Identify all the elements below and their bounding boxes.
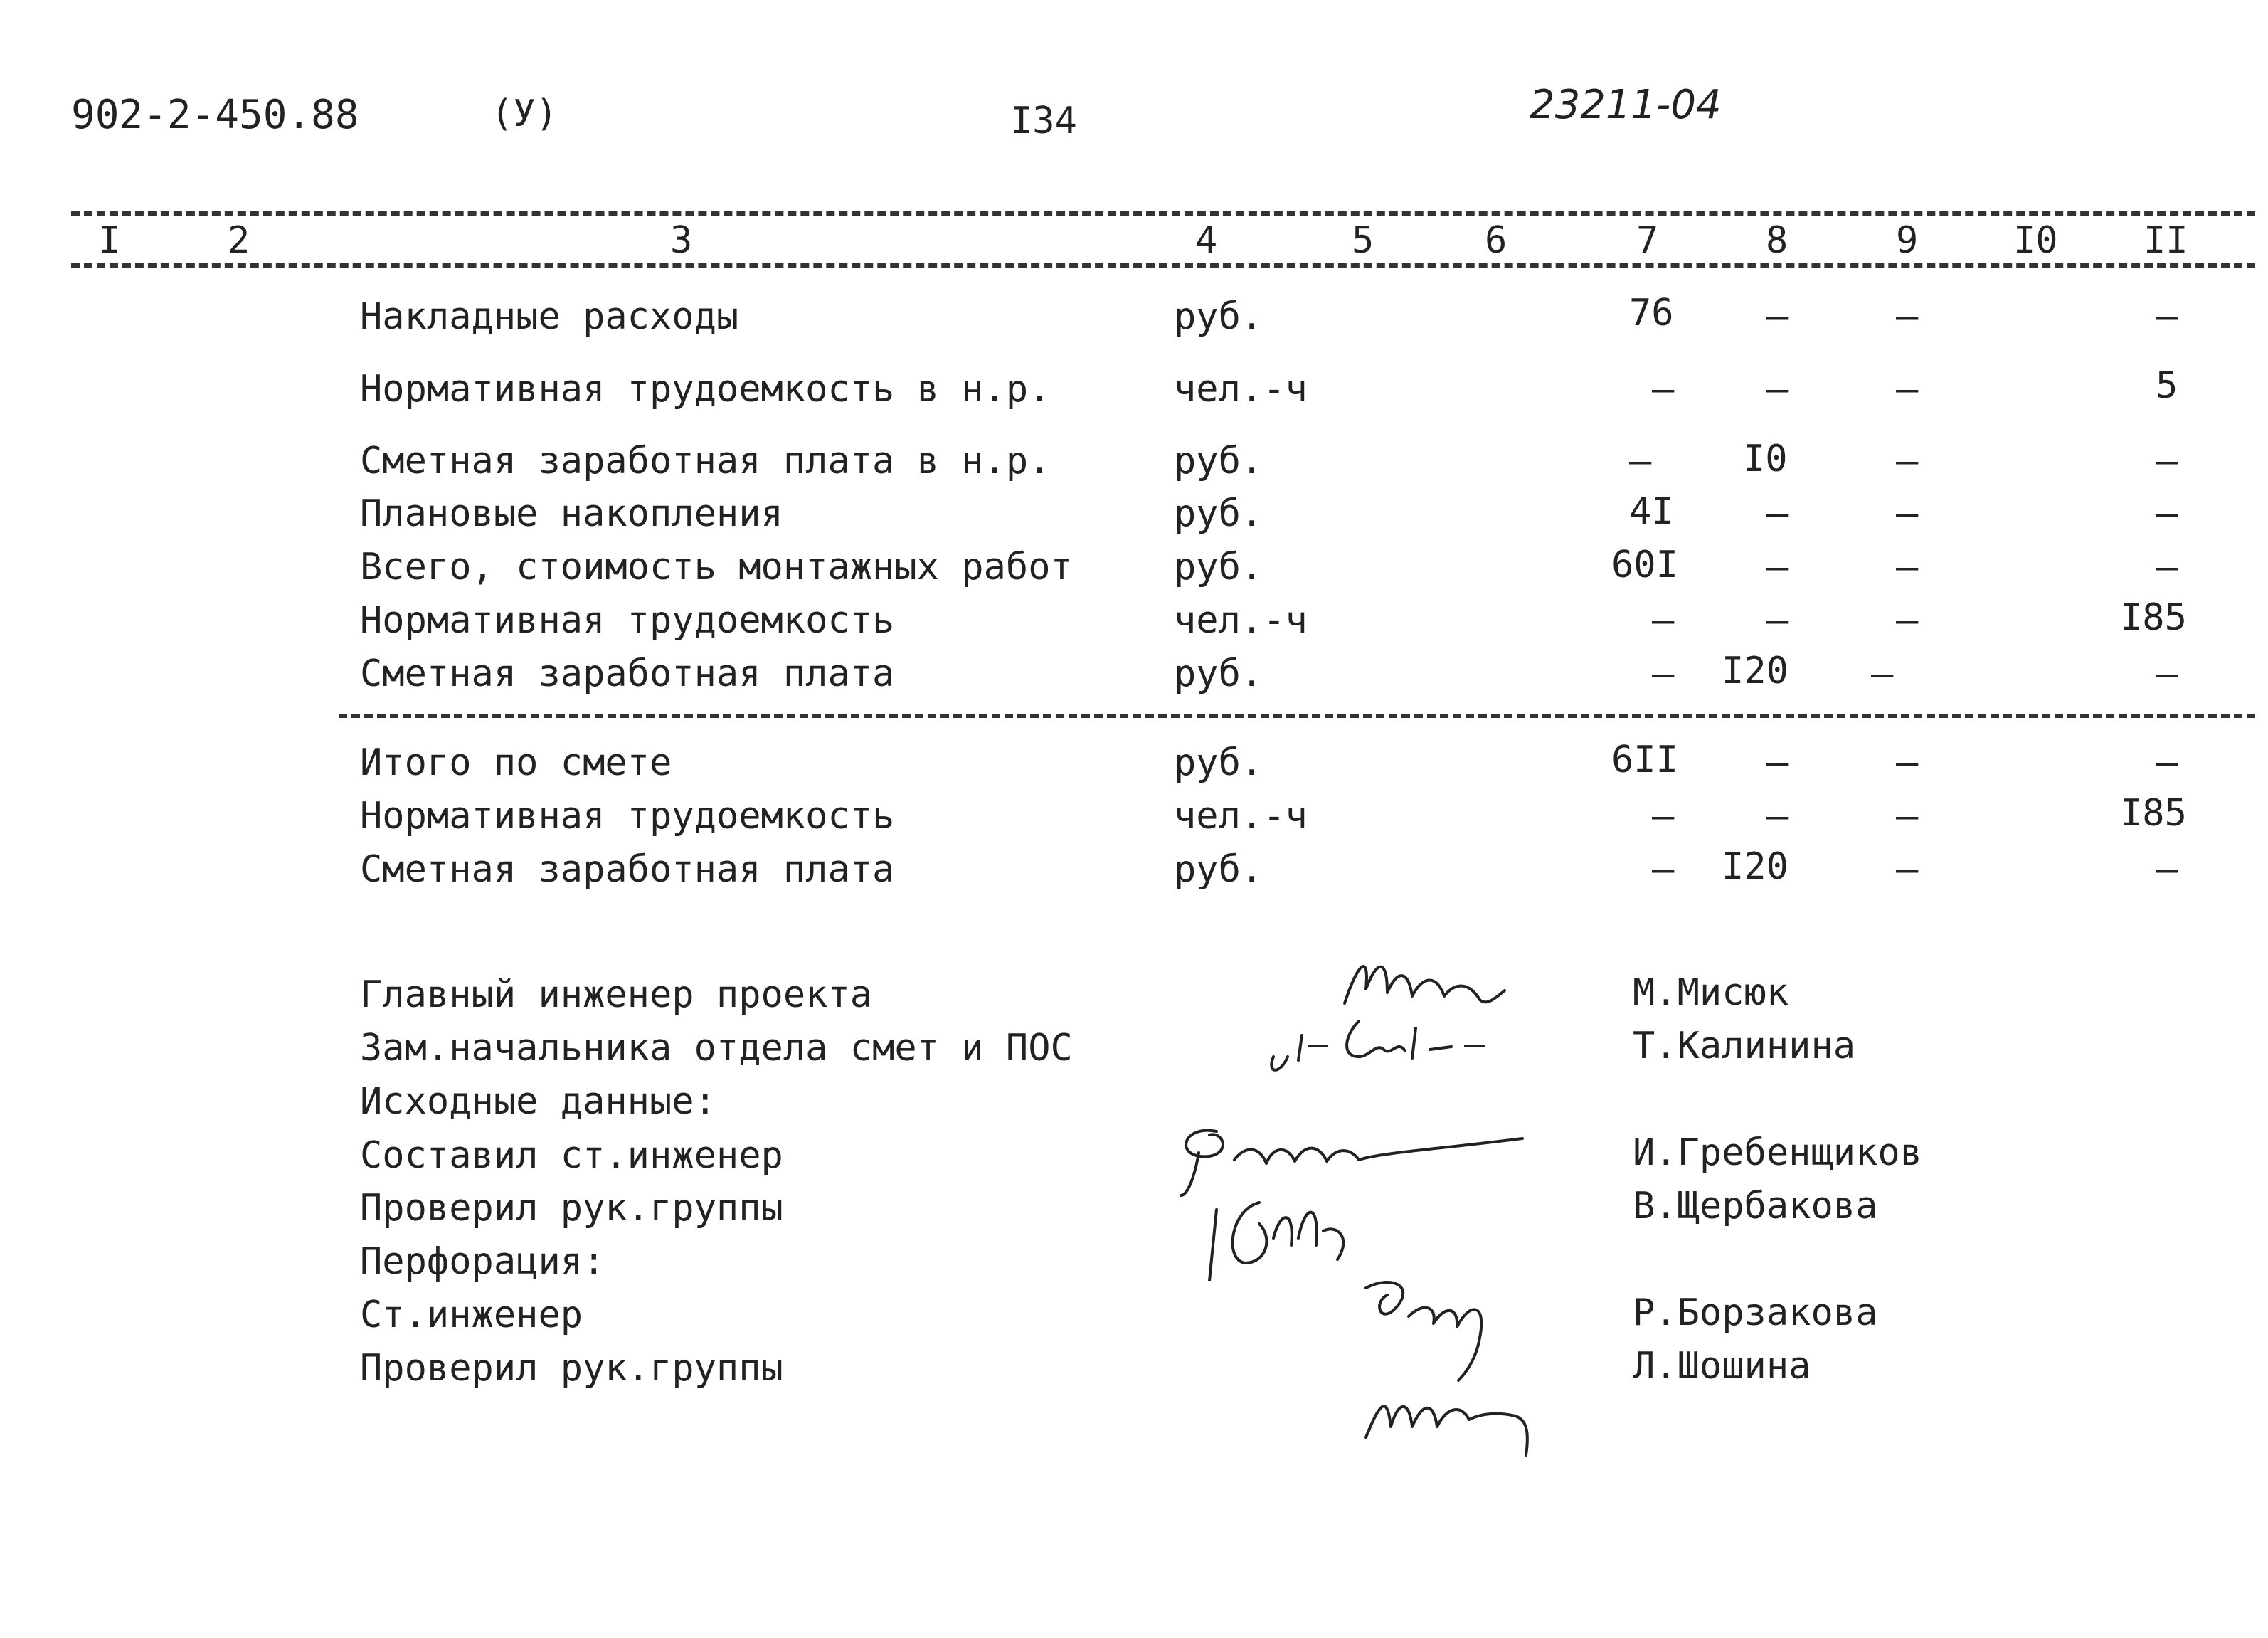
row-col7: 60I [1611, 544, 1678, 586]
total-row-unit: руб. [1174, 848, 1263, 891]
total-row-name: Нормативная трудоемкость [360, 795, 895, 838]
row-col8: – [1766, 492, 1789, 535]
total-row-col7: – [1652, 795, 1675, 838]
row-col9: – [1896, 546, 1919, 588]
col-number-11: II [2144, 219, 2188, 262]
signature-role: Зам.начальника отдела смет и ПОС [360, 1027, 1073, 1069]
row-name: Нормативная трудоемкость в н.р. [360, 368, 1051, 411]
total-row-unit: руб. [1174, 741, 1263, 784]
signature-section-label: Исходные данные: [360, 1080, 716, 1123]
header-rule-bottom [71, 263, 2255, 268]
total-row-col9: – [1896, 795, 1919, 838]
total-row-unit: чел.-ч [1174, 795, 1308, 838]
row-unit: чел.-ч [1174, 368, 1308, 411]
total-row-col11: – [2156, 848, 2178, 891]
total-row-col8: – [1766, 741, 1789, 784]
row-col11: 5 [2156, 364, 2178, 407]
row-col8: I20 [1722, 650, 1789, 692]
row-unit: руб. [1174, 295, 1263, 338]
row-col8: – [1766, 546, 1789, 588]
row-col11: – [2156, 295, 2178, 338]
signature-name: М.Мисюк [1633, 971, 1789, 1014]
row-name: Сметная заработная плата в н.р. [360, 440, 1051, 482]
row-col8: – [1766, 295, 1789, 338]
row-name: Плановые накопления [360, 492, 783, 535]
col-number-10: I0 [2013, 219, 2058, 262]
doc-mark: (У) [491, 93, 558, 135]
row-col7: – [1652, 652, 1675, 695]
signature-role: Ст.инженер [360, 1294, 583, 1336]
row-name: Всего, стоимость монтажных работ [360, 546, 1073, 588]
row-col9: – [1871, 652, 1894, 695]
row-col8: – [1766, 599, 1789, 642]
row-col11: – [2156, 492, 2178, 535]
row-name: Нормативная трудоемкость [360, 599, 895, 642]
total-row-col7: 6II [1611, 739, 1678, 781]
total-row-name: Итого по смете [360, 741, 672, 784]
row-col9: – [1896, 492, 1919, 535]
col-number-1: I [98, 219, 121, 262]
signature-mark-kalinina [1259, 1007, 1487, 1078]
row-col7: 76 [1629, 292, 1674, 334]
header-rule-top [71, 211, 2255, 216]
row-col11: – [2156, 440, 2178, 482]
row-col11: – [2156, 652, 2178, 695]
signature-name: В.Щербакова [1633, 1185, 1878, 1227]
row-unit: руб. [1174, 652, 1263, 695]
col-number-4: 4 [1195, 219, 1218, 262]
row-name: Сметная заработная плата [360, 652, 895, 695]
row-name: Накладные расходы [360, 295, 739, 338]
row-col7: 4I [1629, 490, 1674, 533]
row-unit: руб. [1174, 440, 1263, 482]
row-col11: I85 [2120, 596, 2187, 639]
col-number-5: 5 [1352, 219, 1374, 262]
doc-number: 902-2-450.88 [71, 92, 359, 138]
row-col7: – [1652, 599, 1675, 642]
signature-name: Т.Калинина [1633, 1025, 1856, 1067]
page-number: I34 [1010, 100, 1077, 142]
col-number-8: 8 [1766, 219, 1789, 262]
row-col9: – [1896, 440, 1919, 482]
total-row-col8: – [1766, 795, 1789, 838]
signature-role: Главный инженер проекта [360, 973, 873, 1016]
signature-role: Составил ст.инженер [360, 1134, 783, 1177]
col-number-6: 6 [1485, 219, 1507, 262]
total-row-name: Сметная заработная плата [360, 848, 895, 891]
col-number-2: 2 [228, 219, 250, 262]
total-row-col11: I85 [2120, 792, 2187, 835]
signature-role: Проверил рук.группы [360, 1187, 783, 1230]
row-unit: чел.-ч [1174, 599, 1308, 642]
signature-name: Р.Борзакова [1633, 1291, 1878, 1334]
signature-role: Проверил рук.группы [360, 1347, 783, 1390]
row-col9: – [1896, 599, 1919, 642]
signature-section-label: Перфорация: [360, 1240, 605, 1283]
total-row-col9: – [1896, 848, 1919, 891]
row-col9: – [1896, 295, 1919, 338]
row-unit: руб. [1174, 492, 1263, 535]
row-col9: – [1896, 368, 1919, 411]
album-code: 23211-04 [1530, 82, 1722, 128]
signature-name: Л.Шошина [1633, 1345, 1811, 1388]
col-number-9: 9 [1896, 219, 1919, 262]
signature-mark-grebenshchikov [1167, 1117, 1537, 1281]
row-unit: руб. [1174, 546, 1263, 588]
row-col7: – [1652, 368, 1675, 411]
row-col8: – [1766, 368, 1789, 411]
row-col8: I0 [1743, 438, 1788, 480]
signature-name: И.Гребенщиков [1633, 1131, 1922, 1174]
col-number-7: 7 [1636, 219, 1659, 262]
total-row-col7: – [1652, 848, 1675, 891]
total-row-col9: – [1896, 741, 1919, 784]
total-row-col8: I20 [1722, 845, 1789, 888]
col-number-3: 3 [670, 219, 693, 262]
row-col7: – [1629, 440, 1652, 482]
signature-mark-borzakova [1352, 1274, 1537, 1459]
total-row-col11: – [2156, 741, 2178, 784]
totals-rule [339, 714, 2255, 718]
row-col11: – [2156, 546, 2178, 588]
